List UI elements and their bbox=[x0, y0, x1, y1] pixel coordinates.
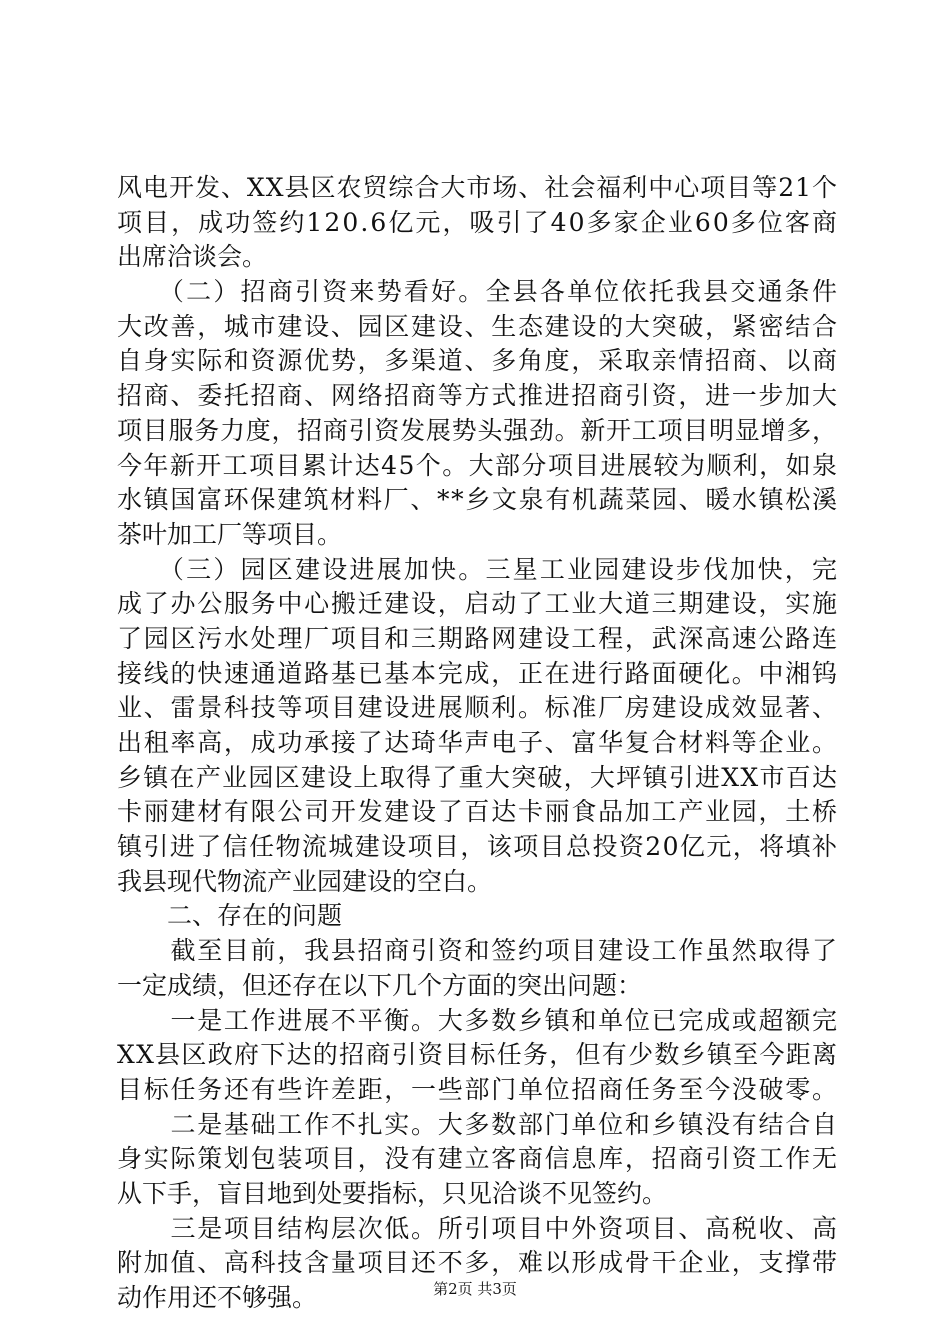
text-line: 出租率高，成功承接了达琦华声电子、富华复合材料等企业。 bbox=[117, 728, 839, 757]
text-line: 二、存在的问题 bbox=[117, 901, 343, 931]
text-line: 二是基础工作不扎实。大多数部门单位和乡镇没有结合自 bbox=[117, 1109, 839, 1139]
text-line: 动作用还不够强。 bbox=[117, 1283, 318, 1312]
text-line: 接线的快速通道路基已基本完成，正在进行路面硬化。中湘钨 bbox=[117, 658, 839, 688]
text-line: 附加值、高科技含量项目还不多，难以形成骨干企业，支撑带 bbox=[117, 1248, 839, 1278]
document-body bbox=[117, 171, 840, 1316]
text-line: 风电开发、XX县区农贸综合大市场、社会福利中心项目等21个 bbox=[117, 173, 838, 202]
text-line: XX县区政府下达的招商引资目标任务，但有少数乡镇至今距离 bbox=[117, 1040, 839, 1070]
text-line: 镇引进了信任物流城建设项目，该项目总投资20亿元，将填补 bbox=[117, 832, 839, 862]
text-line: 从下手，盲目地到处要指标，只见洽谈不见签约。 bbox=[117, 1178, 668, 1208]
text-line: 项目服务力度，招商引资发展势头强劲。新开工项目明显增多， bbox=[117, 415, 838, 445]
text-line: （二）招商引资来势看好。全县各单位依托我县交通条件 bbox=[117, 277, 840, 307]
text-line: （三）园区建设进展加快。三星工业园建设步伐加快，完 bbox=[117, 554, 840, 584]
text-line: 大改善，城市建设、园区建设、生态建设的大突破，紧密结合 bbox=[117, 311, 839, 341]
text-line: 成了办公服务中心搬迁建设，启动了工业大道三期建设，实施 bbox=[117, 589, 839, 619]
text-line: 水镇国富环保建筑材料厂、**乡文泉有机蔬菜园、暖水镇松溪 bbox=[117, 485, 839, 515]
text-line: 我县现代物流产业园建设的空白。 bbox=[117, 866, 493, 896]
text-line: 目标任务还有些许差距，一些部门单位招商任务至今没破零。 bbox=[117, 1074, 839, 1104]
text-line: 招商、委托招商、网络招商等方式推进招商引资，进一步加大 bbox=[117, 381, 839, 411]
text-line: 出席洽谈会。 bbox=[117, 242, 268, 272]
text-line: 截至目前，我县招商引资和签约项目建设工作虽然取得了 bbox=[117, 936, 839, 966]
text-line: 乡镇在产业园区建设上取得了重大突破，大坪镇引进XX市百达 bbox=[117, 762, 839, 792]
text-line: 一是工作进展不平衡。大多数乡镇和单位已完成或超额完 bbox=[117, 1005, 839, 1035]
page-footer: 第2页 共3页 bbox=[433, 1280, 517, 1298]
text-line: 茶叶加工厂等项目。 bbox=[117, 519, 343, 549]
text-line: 三是项目结构层次低。所引项目中外资项目、高税收、高 bbox=[117, 1213, 839, 1243]
text-line: 了园区污水处理厂项目和三期路网建设工程，武深高速公路连 bbox=[117, 623, 839, 653]
text-line: 今年新开工项目累计达45个。大部分项目进展较为顺利，如泉 bbox=[117, 450, 839, 480]
text-line: 业、雷景科技等项目建设进展顺利。标准厂房建设成效显著、 bbox=[117, 693, 839, 723]
text-line: 项目，成功签约120.6亿元，吸引了40多家企业60多位客商 bbox=[117, 207, 840, 237]
text-line: 卡丽建材有限公司开发建设了百达卡丽食品加工产业园，土桥 bbox=[117, 797, 839, 827]
text-line: 自身实际和资源优势，多渠道、多角度，采取亲情招商、以商 bbox=[117, 346, 839, 376]
text-line: 身实际策划包装项目，没有建立客商信息库，招商引资工作无 bbox=[117, 1144, 839, 1174]
text-line: 一定成绩，但还存在以下几个方面的突出问题： bbox=[117, 970, 643, 1000]
